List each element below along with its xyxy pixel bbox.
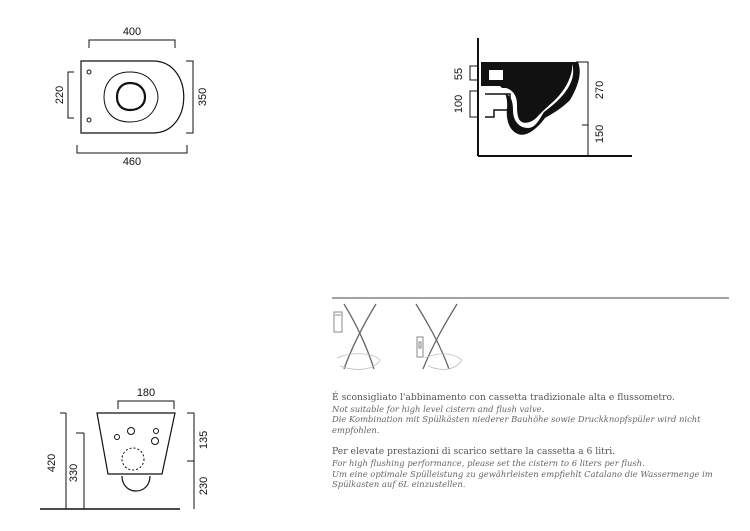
dim-side-150: 150: [594, 124, 606, 144]
warning-german: Die Kombination mit Spülkästen niederer Bauhöhe sowie Druckknopfspüler wird nicht empfohlen.: [332, 414, 701, 435]
top-view: [68, 40, 193, 153]
dim-side-100: 100: [453, 94, 465, 114]
flush-valve-pictogram: [416, 304, 462, 369]
flush-english: For high flushing performance, please set the cistern to 6 liters per flush.: [332, 457, 645, 468]
installation-notes: [332, 393, 732, 490]
warning-english: Not suitable for high level cistern and flush valve.: [332, 403, 545, 414]
dim-front-420: 420: [46, 453, 58, 473]
bowl-front: [97, 413, 175, 474]
drain-outline-top: [117, 83, 145, 110]
dim-top-460: 460: [122, 156, 142, 168]
front-view: [40, 401, 194, 509]
dim-top-220: 220: [54, 85, 66, 105]
dim-front-135: 135: [198, 430, 210, 450]
dim-side-270: 270: [594, 80, 606, 100]
warning-italian: É sconsigliato l'abbinamento con cassetta tradizionale alta e flussometro.: [332, 392, 675, 403]
side-view: [470, 38, 632, 156]
dim-side-55: 55: [453, 67, 465, 81]
dim-front-230: 230: [198, 476, 210, 496]
dim-top-400: 400: [122, 26, 142, 38]
warning-pictograms: [332, 298, 729, 369]
dim-front-330: 330: [68, 463, 80, 483]
high-cistern-pictogram: [334, 304, 380, 369]
dim-front-180: 180: [136, 387, 156, 399]
inner-bowl-top: [104, 72, 158, 122]
dim-top-350: 350: [197, 87, 209, 107]
flush-german: Um eine optimale Spülleistung zu gewährleisten empfiehlt Catalano die Wassermenge im Spülkasten auf 6L einzustellen.: [332, 468, 713, 490]
flush-italian: Per elevate prestazioni di scarico settare la cassetta a 6 litri.: [332, 446, 616, 458]
